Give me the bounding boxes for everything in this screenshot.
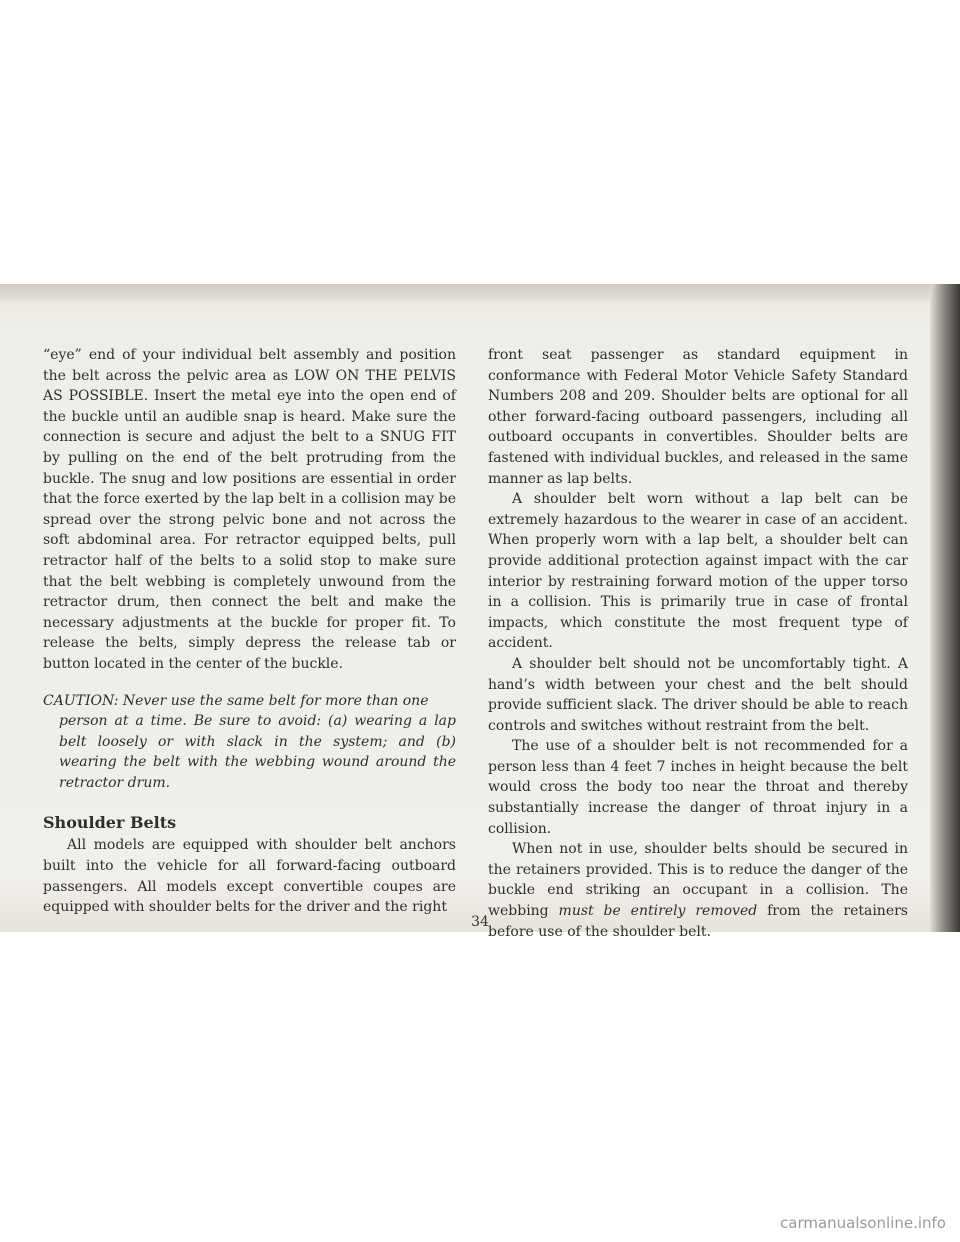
- p5-text-after: from the retainers before use of the shoulder belt.: [488, 903, 908, 940]
- watermark: carmanualsonline.info: [780, 1214, 946, 1232]
- p5-text-before: When not in use, shoulder belts should be secured in the retainers provided. This is to reduce the danger of the buckle end striking an occupant in a collision. The webbing: [488, 841, 908, 920]
- caution-rest: person at a time. Be sure to avoid: (a) wearing a lap belt loosely or with slack in the system; and (b) wearing the belt with the webbing wound around the retractor drum.: [59, 713, 456, 791]
- p5-emphasis: must be entirely removed: [558, 903, 758, 920]
- right-paragraph-3: A shoulder belt should not be uncomfortably tight. A hand’s width between your chest and the belt should provide sufficient slack. The driver should be able to reach controls and switches without restraint from the belt.: [488, 655, 908, 734]
- page-number: 34: [471, 914, 489, 930]
- right-paragraph-1: front seat passenger as standard equipment in conformance with Federal Motor Vehicle Safety Standard Numbers 208 and 209. Shoulder belts are optional for all other forward-facing outboard passengers, including all outboard occupants in convertibles. Shoulder belts are fastened with individual buckles, and released in the same manner as lap belts.: [488, 347, 908, 487]
- caution-note: [43, 691, 456, 794]
- section-heading: Shoulder Belts: [43, 813, 177, 833]
- left-column: [43, 345, 456, 918]
- caution-lead: CAUTION: Never use the same belt for more than one: [43, 692, 429, 709]
- right-column: [488, 345, 908, 942]
- page-binding-edge: [930, 284, 960, 932]
- left-paragraph-1: “eye” end of your individual belt assembly and position the belt across the pelvic area as LOW ON THE PELVIS AS POSSIBLE. Insert the metal eye into the open end of the buckle until an audible snap is heard. Make sure the connection is secure and adjust the belt to a SNUG FIT by pulling on the end of the belt protruding from the buckle. The snug and low positions are essential in order that the force exerted by the lap belt in a collision may be spread over the strong pelvic bone and not across the soft abdominal area. For retractor equipped belts, pull retractor half of the belts to a solid stop to make sure that the belt webbing is completely unwound from the retractor drum, then connect the belt and make the necessary adjustments at the buckle for proper fit. To release the belts, simply depress the release tab or button located in the center of the buckle.: [43, 347, 456, 672]
- left-paragraph-2: All models are equipped with shoulder belt anchors built into the vehicle for all forward-facing outboard passengers. All models except convertible coupes are equipped with shoulder belts for the driver and the right: [43, 837, 456, 916]
- scan-shadow: [0, 284, 960, 304]
- right-paragraph-2: A shoulder belt worn without a lap belt can be extremely hazardous to the wearer in case of an accident. When properly worn with a lap belt, a shoulder belt can provide additional protection against impact with the car interior by restraining forward motion of the upper torso in a collision. This is primarily true in case of frontal impacts, which constitute the most frequent type of accident.: [488, 491, 908, 652]
- right-paragraph-4: The use of a shoulder belt is not recommended for a person less than 4 feet 7 inches in height because the belt would cross the body too near the throat and thereby substantially increase the danger of throat injury in a collision.: [488, 738, 908, 837]
